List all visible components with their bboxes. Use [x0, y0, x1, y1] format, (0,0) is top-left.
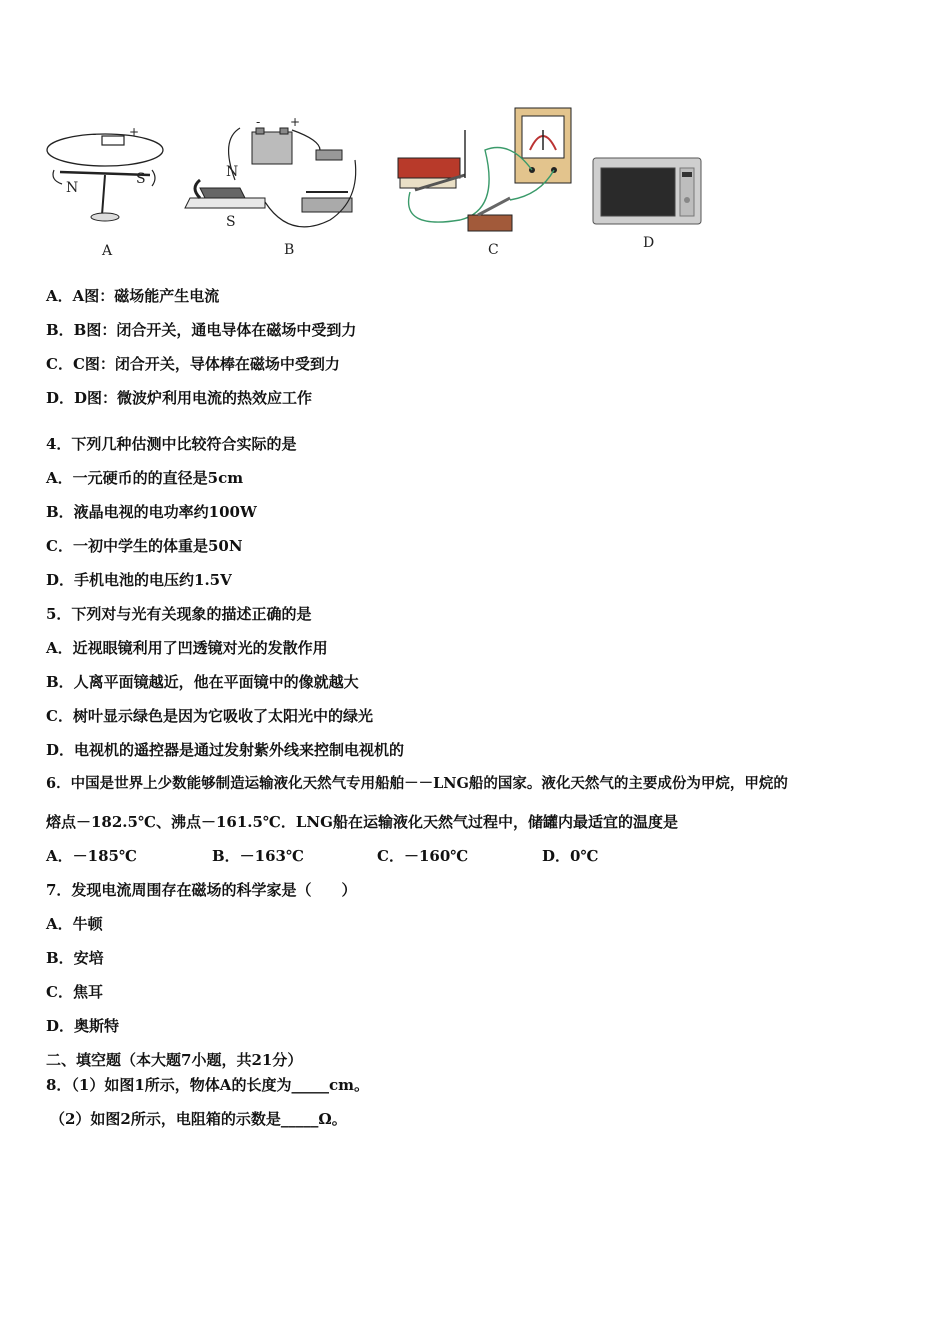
compass-south-label: S	[136, 171, 146, 187]
magnet-south-label: S	[226, 214, 236, 230]
q4-option-b: B．液晶电视的电功率约100W	[46, 503, 257, 521]
battery-plus-sign: +	[129, 125, 140, 139]
q7-option-b: B．安培	[46, 949, 104, 967]
q7-option-d: D．奥斯特	[46, 1017, 120, 1035]
figure-c	[398, 108, 571, 258]
q6-option-a: A．－185℃	[46, 847, 137, 865]
q5-stem: 5．下列对与光有关现象的描述正确的是	[46, 605, 312, 623]
q8-part1: 8．（1）如图1所示，物体A的长度为_____cm。	[46, 1076, 369, 1094]
q7-option-a: A．牛顿	[46, 915, 103, 933]
q3-option-a: A．A图：磁场能产生电流	[46, 287, 220, 305]
q5-option-c: C．树叶显示绿色是因为它吸收了太阳光中的绿光	[46, 707, 373, 725]
q7-stem: 7．发现电流周围存在磁场的科学家是（ ）	[46, 881, 357, 899]
q4-option-a: A．一元硬币的的直径是5cm	[46, 469, 244, 487]
battery-minus-sign: -	[92, 127, 97, 141]
q7-option-c: C．焦耳	[46, 983, 103, 1001]
figure-a	[47, 125, 163, 259]
figure-b-label: B	[284, 242, 295, 258]
figure-d	[593, 158, 701, 251]
physics-figures	[40, 100, 720, 265]
q5-option-a: A．近视眼镜利用了凹透镜对光的发散作用	[46, 639, 328, 657]
figure-a-label: A	[102, 243, 113, 259]
q3-option-b: B．B图：闭合开关，通电导体在磁场中受到力	[46, 321, 357, 339]
compass-north-label: N	[66, 180, 79, 196]
q3-option-c: C．C图：闭合开关，导体棒在磁场中受到力	[46, 355, 340, 373]
q6-option-d: D．0℃	[542, 847, 599, 865]
battery-b-minus: -	[256, 115, 261, 129]
magnet-north-label: N	[226, 164, 239, 180]
q6-option-b: B．－163℃	[212, 847, 304, 865]
q5-option-d: D．电视机的遥控器是通过发射紫外线来控制电视机的	[46, 741, 405, 759]
figures-row	[40, 100, 720, 265]
figure-c-label: C	[488, 242, 499, 258]
q6-stem-line2: 熔点－182.5℃、沸点－161.5℃．LNG船在运输液化天然气过程中，储罐内最适宜的温度是	[46, 813, 678, 831]
q6-stem-line1: 6．中国是世界上少数能够制造运输液化天然气专用船舶－－LNG船的国家。液化天然气的主要成份为甲烷，甲烷的	[46, 775, 788, 792]
q3-option-d: D．D图：微波炉利用电流的热效应工作	[46, 389, 313, 407]
battery-b-plus: +	[290, 115, 301, 129]
q5-option-b: B．人离平面镜越近，他在平面镜中的像就越大	[46, 673, 359, 691]
q4-stem: 4．下列几种估测中比较符合实际的是	[46, 435, 297, 453]
q4-option-c: C．一初中学生的体重是50N	[46, 537, 243, 555]
q6-option-c: C．－160℃	[377, 847, 469, 865]
section-2-heading: 二、填空题（本大题7小题，共21分）	[46, 1051, 303, 1069]
q4-option-d: D．手机电池的电压约1.5V	[46, 571, 232, 589]
figure-d-label: D	[643, 235, 655, 251]
q8-part2: （2）如图2所示，电阻箱的示数是_____Ω。	[50, 1110, 347, 1128]
figure-b	[185, 115, 356, 258]
